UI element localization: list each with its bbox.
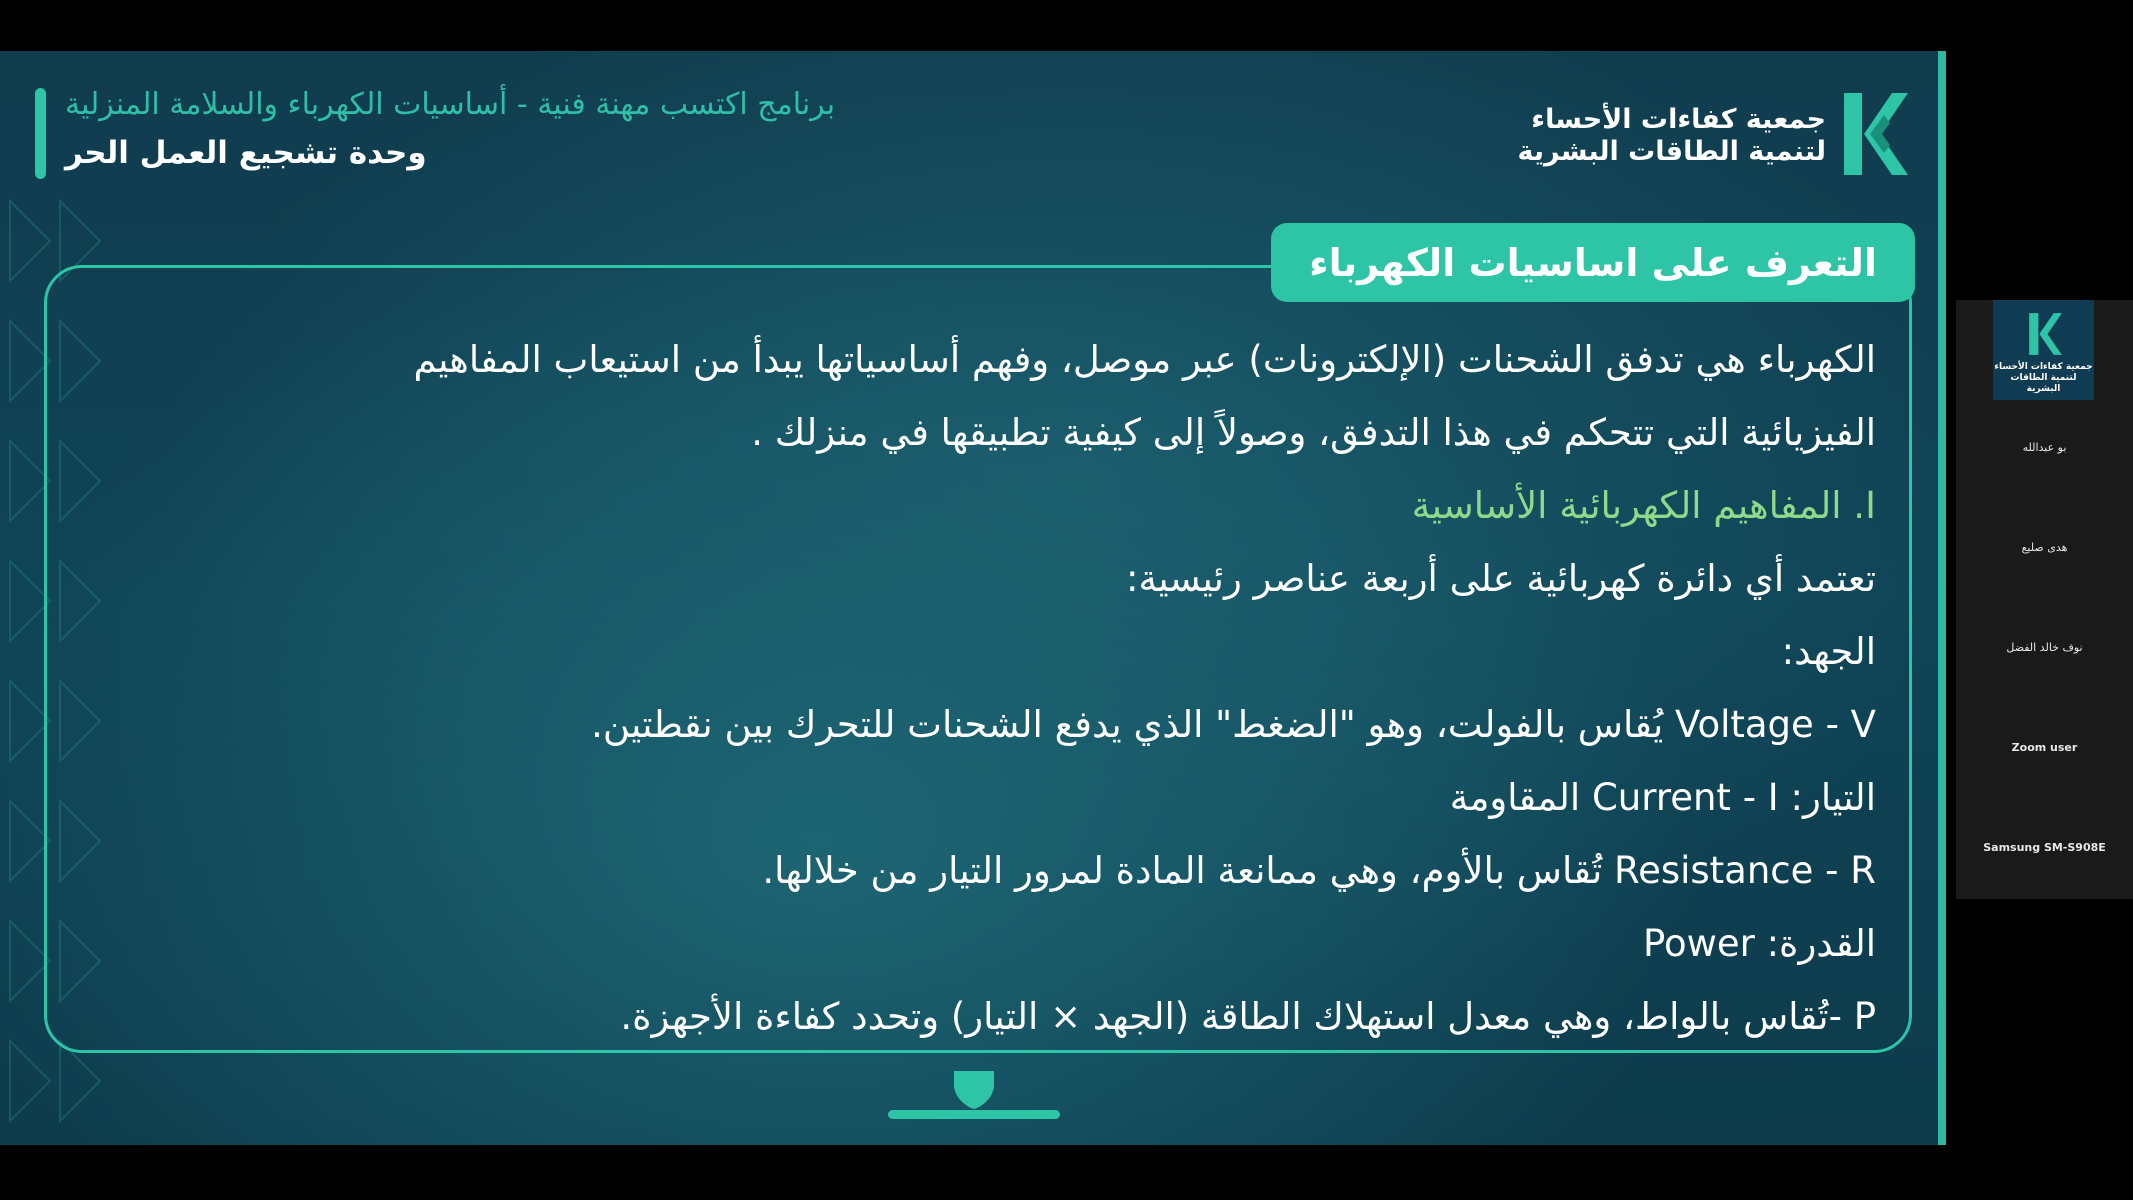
slide-body [196,323,1876,1053]
body-line: Resistance - R تُقاس بالأوم، وهي ممانعة المادة لمرور التيار من خلالها. [762,849,1876,892]
title-accent-bar [35,88,46,179]
body-line: التيار: Current - I المقاومة [1449,776,1876,819]
participant-video-tile[interactable] [1993,300,2094,400]
participant-name[interactable]: Samsung SM-S908E [1983,841,2106,854]
shared-slide [0,51,1946,1145]
thumbnail-org-line1: جمعية كفاءات الأحساء [1994,362,2093,372]
organization-name-line1: جمعية كفاءات الأحساء [1531,104,1826,135]
section-title-banner [1271,223,1915,302]
section-title: التعرف على اساسيات الكهرباء [1309,240,1877,285]
bottom-divider [888,1110,1060,1119]
body-line: الجهد: [1781,630,1876,673]
participant-name[interactable]: هدى صليع [2021,541,2068,554]
organization-name [1518,104,1826,168]
program-title: برنامج اكتسب مهنة فنية - أساسيات الكهرباء والسلامة المنزلية [65,87,836,122]
body-line: P -تُقاس بالواط، وهي معدل استهلاك الطاقة (الجهد × التيار) وتحدد كفاءة الأجهزة. [620,995,1876,1038]
body-line: الكهرباء هي تدفق الشحنات (الإلكترونات) عبر موصل، وفهم أساسياتها يبدأ من استيعاب المفاهيم [413,338,1876,381]
thumbnail-org-line2: لتنمية الطاقات البشرية [2010,373,2077,394]
body-line: تعتمد أي دائرة كهربائية على أربعة عناصر رئيسية: [1126,557,1876,600]
body-line: الفيزيائية التي تتحكم في هذا التدفق، وصولاً إلى كيفية تطبيقها في منزلك . [751,411,1876,454]
organization-logo-icon [2027,310,2063,358]
participant-name[interactable]: نوف خالد الفضل [2006,641,2083,654]
unit-title: وحدة تشجيع العمل الحر [65,135,427,171]
body-line: Voltage - V يُقاس بالفولت، وهو "الضغط" الذي يدفع الشحنات للتحرك بين نقطتين. [591,703,1876,746]
slide-edge-accent [1938,51,1946,1145]
participant-name[interactable]: Zoom user [2011,741,2078,754]
participant-name[interactable]: بو عبدالله [2022,441,2067,454]
organization-logo-icon [1840,87,1910,181]
subsection-heading: I. المفاهيم الكهربائية الأساسية [1411,484,1876,527]
organization-name-line2: لتنمية الطاقات البشرية [1517,136,1826,167]
thumbnail-org-name [1993,362,2094,395]
participants-panel [1956,300,2133,899]
shield-marker-icon [952,1067,996,1111]
body-line: القدرة: Power [1642,922,1876,965]
